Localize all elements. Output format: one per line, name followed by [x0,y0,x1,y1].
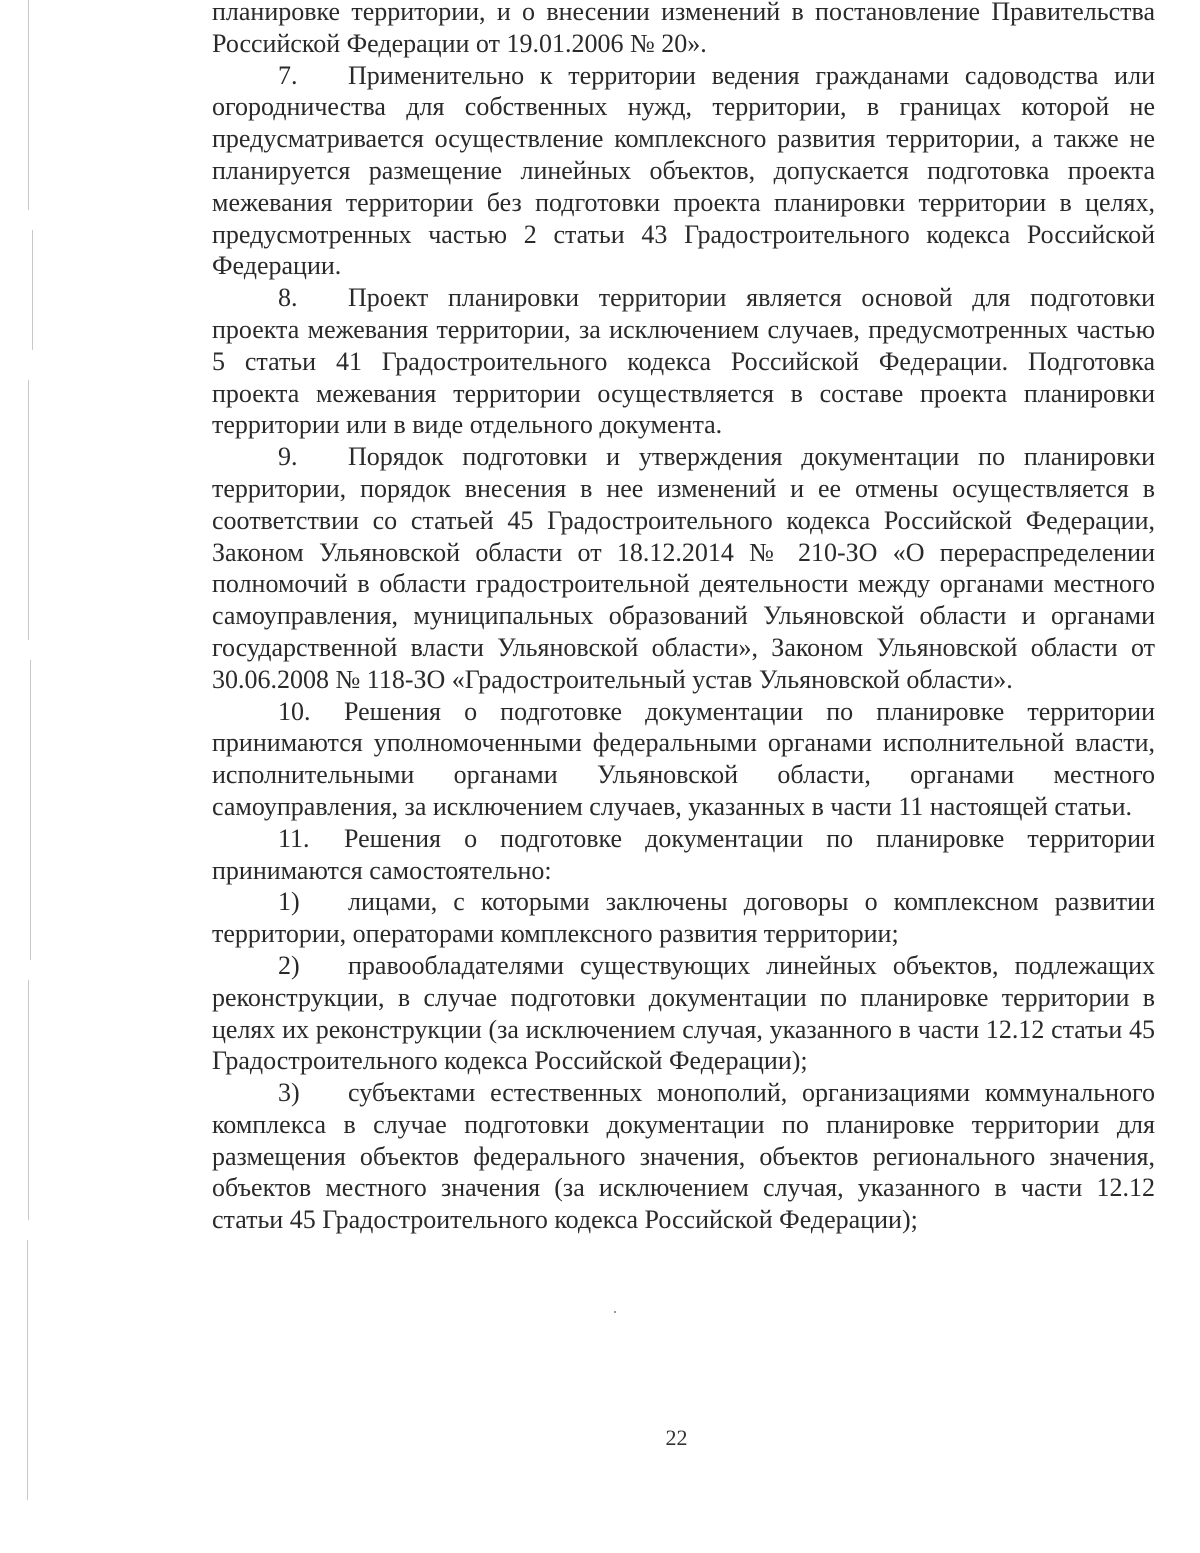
paragraph-text: Проект планировки территории является основой для подготовки проекта межевания территории, за исключением случаев, предусмотренных частью 5 статьи 41 Градостроительного кодекса Российской Федерации. Подготовка проекта межевания территории осуществляется в составе проекта планировки территории или в виде отдельного документа. [212,283,1155,440]
paragraph-number: 8. [278,283,298,313]
paragraph-text: Решения о подготовке документации по планировке территории принимаются уполномоченными федеральными органами исполнительной власти, исполнительными органами Ульяновской области, органами местного самоуправления, за исключением случаев, указанных в части 11 настоящей статьи. [212,696,1155,821]
page-number: 22 [665,1425,688,1450]
scan-edge-mark [30,660,31,960]
paragraph-8 [212,282,1155,441]
paragraph-number: 9. [278,442,298,472]
document-body [212,0,1155,1236]
scan-edge-mark [27,1240,28,1500]
paragraph-11 [212,823,1155,887]
paragraph-number: 11. [278,823,310,853]
list-item-1 [212,886,1155,950]
scan-edge-mark [28,0,29,210]
paragraph-text: Применительно к территории ведения гражданами садоводства или огородничества для собственных нужд, территории, в границах которой не предусматривается осуществление комплексного развития территории, а также не планируется размещение линейных объектов, допускается подготовка проекта межевания территории без подготовки проекта планировки территории в целях, предусмотренных частью 2 статьи 43 Градостроительного кодекса Российской Федерации. [212,60,1155,281]
list-item-text: субъектами естественных монополий, организациями коммунального комплекса в случае подготовки документации по планировке территории для размещения объектов федерального значения, объектов регионального значения, объектов местного значения (за исключением случая, указанного в части 12.12 статьи 45 Градостроительного кодекса Российской Федерации); [212,1078,1155,1235]
paragraph-9 [212,441,1155,695]
paragraph-10 [212,696,1155,823]
paragraph-number: 10. [278,696,311,726]
scan-edge-mark [28,980,29,1220]
paragraph-text: планировке территории, и о внесении изменений в постановление Правительства Российской Федерации от 19.01.2006 № 20». [212,0,1155,58]
scan-speck [614,1311,616,1313]
paragraph-number: 7. [278,60,298,90]
list-item-3 [212,1077,1155,1236]
paragraph-text: Порядок подготовки и утверждения документации по планировки территории, порядок внесения в нее изменений и ее отмены осуществляется в соответствии со статьей 45 Градостроительного кодекса Российской Федерации, Законом Ульяновской области от 18.12.2014 № 210-ЗО «О перераспределении полномочий в области градостроительной деятельности между органами местного самоуправления, муниципальных образований Ульяновской области и органами государственной власти Ульяновской области», Законом Ульяновской области от 30.06.2008 № 118-ЗО «Градостроительный устав Ульяновской области». [212,442,1155,694]
scan-edge-mark [28,380,29,640]
list-item-2 [212,950,1155,1077]
paragraph-continuation [212,0,1155,60]
paragraph-7 [212,60,1155,283]
scan-edge-mark [32,230,33,350]
paragraph-text: Решения о подготовке документации по планировке территории принимаются самостоятельно: [212,823,1155,885]
list-item-text: лицами, с которыми заключены договоры о комплексном развитии территории, операторами комплексного развития территории; [212,887,1155,949]
list-item-number: 2) [278,950,300,980]
list-item-number: 3) [278,1078,300,1108]
list-item-text: правообладателями существующих линейных объектов, подлежащих реконструкции, в случае подготовки документации по планировке территории в целях их реконструкции (за исключением случая, указанного в части 12.12 статьи 45 Градостроительного кодекса Российской Федерации); [212,950,1155,1076]
list-item-number: 1) [278,887,300,917]
